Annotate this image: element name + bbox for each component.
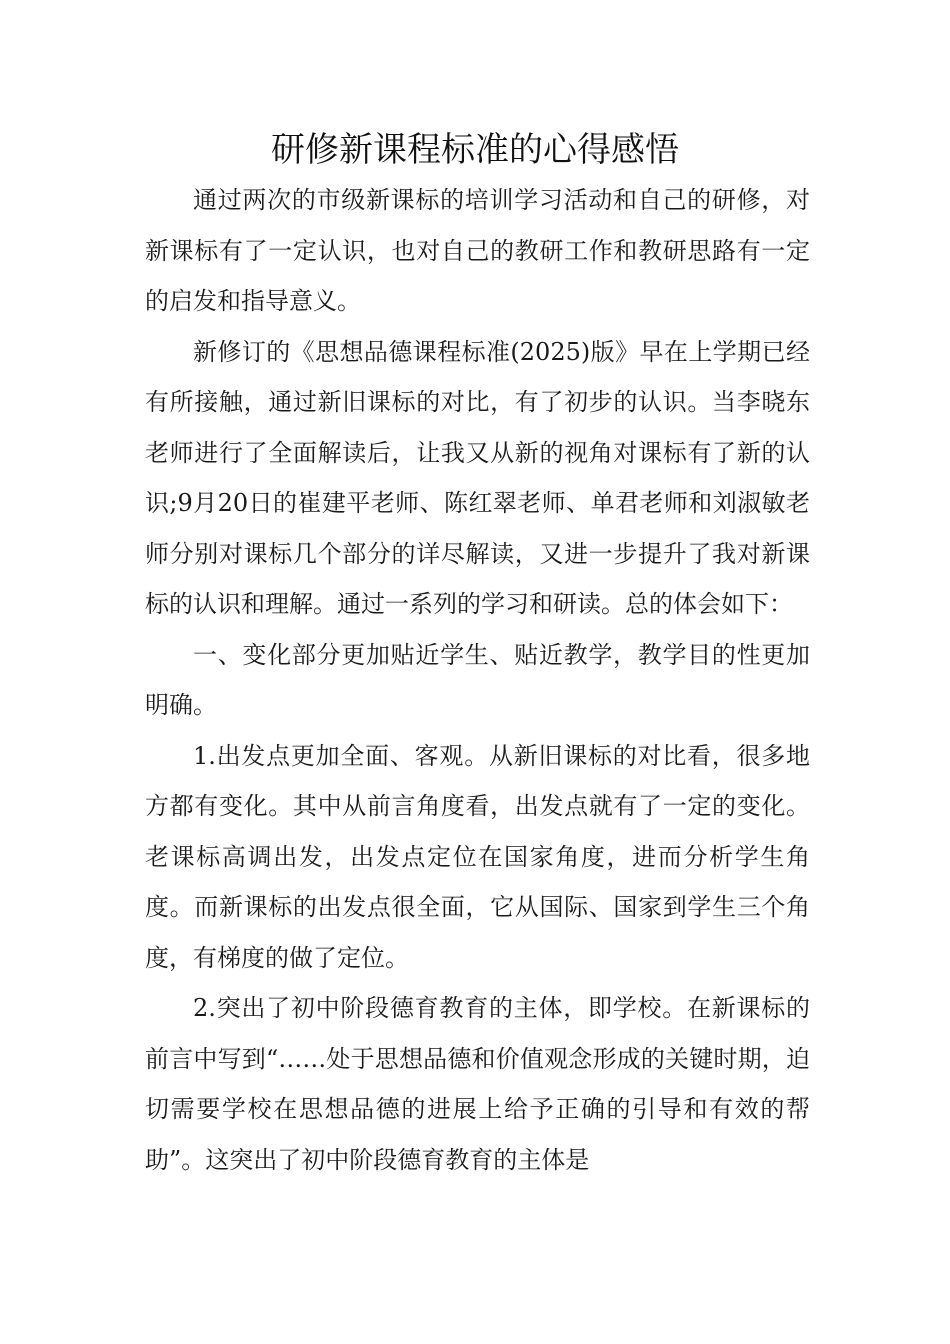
document-title: 研修新课程标准的心得感悟 [271,130,679,170]
document-body [145,175,810,1185]
paragraph-section-one-heading: 一、变化部分更加贴近学生、贴近教学，教学目的性更加明确。 [145,640,810,719]
paragraph-intro: 通过两次的市级新课标的培训学习活动和自己的研修，对新课标有了一定认识，也对自己的教研工作和教研思路有一定的启发和指导意义。 [145,186,810,315]
paragraph-point-one: 1.出发点更加全面、客观。从新旧课标的对比看，很多地方都有变化。其中从前言角度看，出发点就有了一定的变化。老课标高调出发，出发点定位在国家角度，进而分析学生角度。而新课标的出发点很全面，它从国际、国家到学生三个角度，有梯度的做了定位。 [145,741,810,972]
paragraph-curriculum-standard: 新修订的《思想品德课程标准(2025)版》早在上学期已经有所接触，通过新旧课标的对比，有了初步的认识。当李晓东老师进行了全面解读后，让我又从新的视角对课标有了新的认识;9月20日的崔建平老师、陈红翠老师、单君老师和刘淑敏老师分别对课标几个部分的详尽解读，又进一步提升了我对新课标的认识和理解。通过一系列的学习和研读。总的体会如下： [145,337,810,618]
paragraph-point-two: 2.突出了初中阶段德育教育的主体，即学校。在新课标的前言中写到“……处于思想品德和价值观念形成的关键时期，迫切需要学校在思想品德的进展上给予正确的引导和有效的帮助”。这突出了初中阶段德育教育的主体是 [145,994,810,1174]
